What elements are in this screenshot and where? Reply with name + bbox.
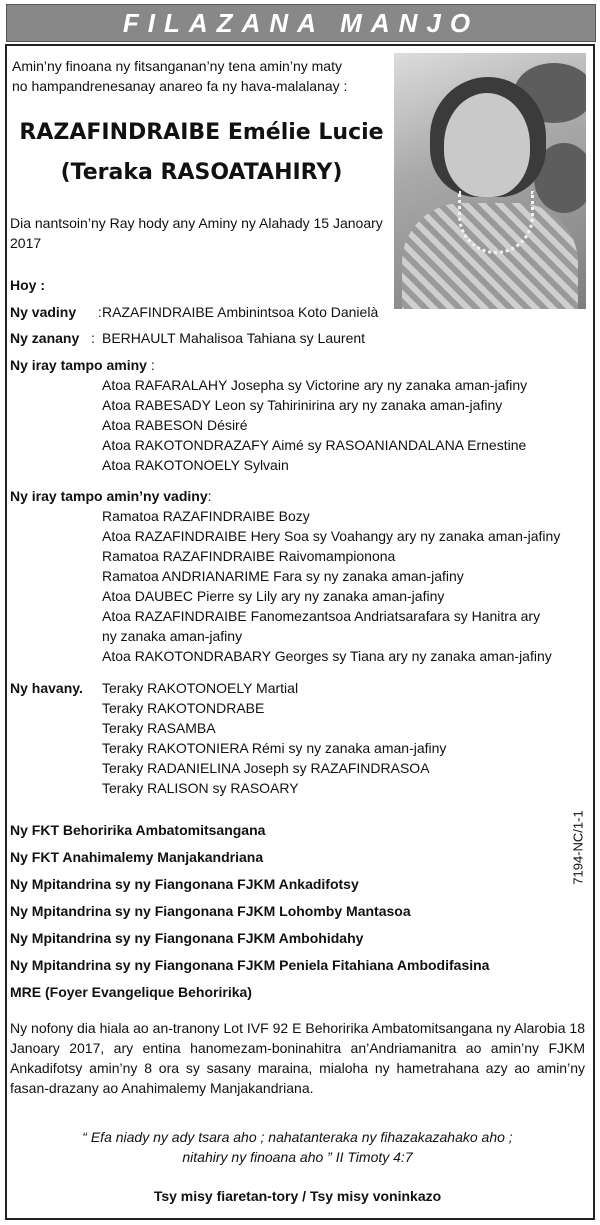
- list-item: Atoa RAKOTONDRAZAFY Aimé sy RASOANIANDALANA Ernestine: [102, 437, 527, 453]
- list-item: Atoa RAKOTONDRABARY Georges sy Tiana ary ny zanaka aman-jafiny: [102, 648, 552, 664]
- hoy-label: Hoy :: [10, 277, 45, 293]
- list-item: Teraky RAKOTONIERA Rémi sy ny zanaka aman-jafiny: [102, 740, 447, 756]
- org-item: Ny FKT Anahimalemy Manjakandriana: [10, 849, 264, 865]
- org-item: Ny Mpitandrina sy ny Fiangonana FJKM Peniela Fitahiana Ambodifasina: [10, 957, 490, 973]
- deceased-name: RAZAFINDRAIBE Emélie Lucie: [19, 120, 384, 145]
- children-names: BERHAULT Mahalisoa Tahiana sy Laurent: [102, 330, 366, 346]
- siblings-list: [102, 375, 527, 475]
- list-item: Teraky RAKOTONDRABE: [102, 700, 265, 716]
- list-item: Teraky RADANIELINA Joseph sy RAZAFINDRASOA: [102, 760, 430, 776]
- death-notice-line: 2017: [10, 235, 42, 251]
- ad-reference-code: [566, 800, 590, 900]
- list-item: Atoa RABESADY Leon sy Tahirinirina ary ny zanaka aman-jafiny: [102, 397, 503, 413]
- children-row: [10, 328, 95, 348]
- list-item: Ramatoa RAZAFINDRAIBE Bozy: [102, 508, 310, 524]
- notice-title: FILAZANA MANJO: [6, 4, 596, 42]
- list-item: Ramatoa ANDRIANARIME Fara sy ny zanaka aman-jafiny: [102, 568, 464, 584]
- org-item: Ny Mpitandrina sy ny Fiangonana FJKM Ankadifotsy: [10, 876, 359, 892]
- organizations-list: [10, 820, 489, 1009]
- list-item: Atoa RAZAFINDRAIBE Fanomezantsoa Andriatsarafara sy Hanitra ary: [102, 608, 541, 624]
- org-item: MRE (Foyer Evangelique Behoririka): [10, 984, 252, 1000]
- spouse-name: RAZAFINDRAIBE Ambinintsoa Koto Danielà: [102, 304, 379, 320]
- siblings-heading: [10, 355, 155, 375]
- intro-line: Amin’ny finoana ny fitsanganan’ny tena amin’ny maty: [12, 58, 342, 74]
- spouse-siblings-label: Ny iray tampo amin’ny vadiny: [10, 488, 208, 504]
- quote-line: “ Efa niady ny ady tsara aho ; nahatanteraka ny fihazakazahako aho ;: [82, 1129, 513, 1145]
- relatives-list: [102, 678, 446, 798]
- death-notice: [10, 213, 383, 253]
- portrait-photo: [394, 53, 586, 309]
- funeral-details: Ny nofony dia hiala ao an-tranony Lot IVF 92 E Behoririka Ambatomitsangana ny Alarobia 18 Janoary 2017, ary entina hanomezam-boninahitra an’Andriamanitra ao amin’ny FJKM Ankadifotsy amin’ny 8 ora sy sasany maraina, mialoha ny hametrahana azy ao amin’ny fasan-drazany ao Anahimalemy Manjakandriana.: [10, 1020, 585, 1096]
- list-item: Atoa DAUBEC Pierre sy Lily ary ny zanaka aman-jafiny: [102, 588, 445, 604]
- siblings-label: Ny iray tampo aminy: [10, 357, 147, 373]
- spouse-siblings-heading: [10, 486, 212, 506]
- list-item: Atoa RABESON Désiré: [102, 417, 248, 433]
- intro-text: [12, 56, 347, 96]
- footer-note: Tsy misy fiaretan-tory / Tsy misy voninkazo: [153, 1188, 442, 1204]
- spouse-row: [10, 302, 102, 322]
- list-item: Ramatoa RAZAFINDRAIBE Raivomampionona: [102, 548, 396, 564]
- death-notice-line: Dia nantsoin’ny Ray hody any Aminy ny Alahady 15 Janoary: [10, 215, 383, 231]
- bible-quote: [10, 1127, 585, 1167]
- list-item: Teraky RAKOTONOELY Martial: [102, 680, 299, 696]
- list-item: ny zanaka aman-jafiny: [102, 628, 243, 644]
- spouse-label: Ny vadiny: [10, 304, 77, 320]
- org-item: Ny FKT Behoririka Ambatomitsangana: [10, 822, 266, 838]
- relatives-label: Ny havany.: [10, 680, 83, 696]
- spouse-sep: :: [97, 304, 102, 320]
- list-item: Atoa RAFARALAHY Josepha sy Victorine ary ny zanaka aman-jafiny: [102, 377, 528, 393]
- intro-line: no hampandrenesanay anareo fa ny hava-malalanay :: [12, 78, 348, 94]
- children-sep: :: [91, 330, 95, 346]
- list-item: Atoa RAKOTONOELY Sylvain: [102, 457, 289, 473]
- org-item: Ny Mpitandrina sy ny Fiangonana FJKM Ambohidahy: [10, 930, 364, 946]
- list-item: Teraky RASAMBA: [102, 720, 216, 736]
- deceased-maiden-name: (Teraka RASOATAHIRY): [60, 160, 343, 185]
- quote-line: nitahiry ny finoana aho ” II Timoty 4:7: [182, 1149, 413, 1165]
- spouse-siblings-list: [102, 506, 560, 666]
- ad-reference-text: 7194-NC/1-1: [570, 810, 586, 885]
- children-label: Ny zanany: [10, 330, 80, 346]
- spouse-siblings-sep: :: [207, 488, 212, 504]
- org-item: Ny Mpitandrina sy ny Fiangonana FJKM Lohomby Mantasoa: [10, 903, 411, 919]
- list-item: Teraky RALISON sy RASOARY: [102, 780, 299, 796]
- siblings-sep: :: [150, 357, 155, 373]
- list-item: Atoa RAZAFINDRAIBE Hery Soa sy Voahangy ary ny zanaka aman-jafiny: [102, 528, 561, 544]
